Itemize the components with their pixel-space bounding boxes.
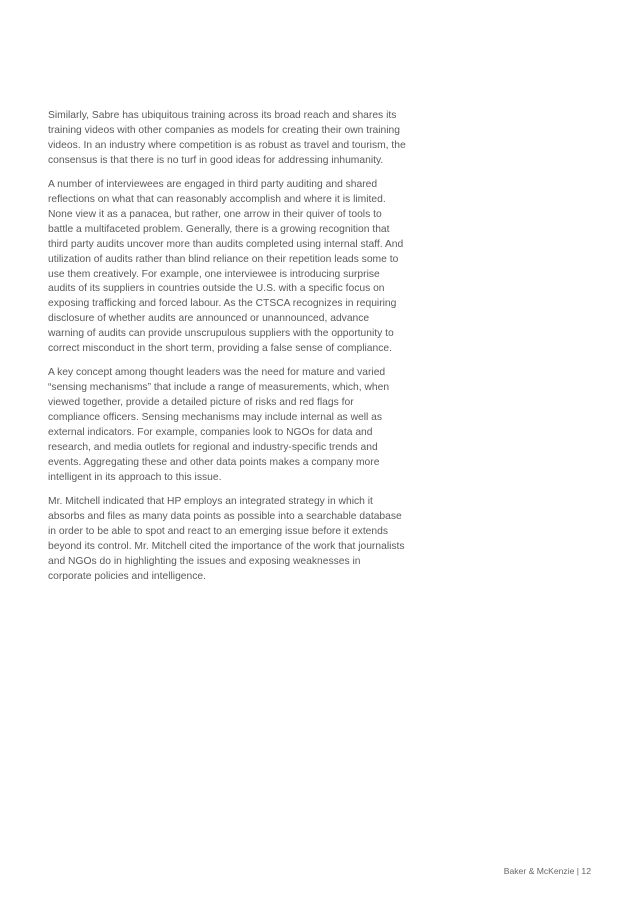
page-footer: Baker & McKenzie | 12	[503, 866, 591, 876]
paragraph-sensing-mechanisms: A key concept among thought leaders was the need for mature and varied “sensing mechanisms” that include a range of measurements, which, when viewed together, provide a detailed picture of risks and red flags for compliance officers. Sensing mechanisms may include internal as well as external indicators. For example, companies look to NGOs for data and research, and media outlets for regional and industry-specific trends and events. Aggregating these and other data points makes a company more intelligent in its approach to this issue.	[48, 367, 390, 483]
paragraph-sabre-training: Similarly, Sabre has ubiquitous training across its broad reach and shares its training videos with other companies as models for creating their own training videos. In an industry where competition is as robust as travel and tourism, the consensus is that there is no turf in good ideas for addressing inhumanity.	[48, 110, 406, 166]
paragraph-hp-strategy: Mr. Mitchell indicated that HP employs an integrated strategy in which it absorbs and files as many data points as possible into a searchable database in order to be able to spot and react to an emerging issue before it extends beyond its control. Mr. Mitchell cited the importance of the work that journalists and NGOs do in highlighting the issues and exposing weaknesses in corporate policies and intelligence.	[48, 495, 405, 582]
paragraph-third-party-auditing: A number of interviewees are engaged in third party auditing and shared reflections on what that can reasonably accomplish and where it is limited. None view it as a panacea, but rather, one arrow in their quiver of tools to battle a multifaceted problem. Generally, there is a growing recognition that third party audits uncover more than audits completed using internal staff. And utilization of audits rather than blind reliance on their repetition leads some to use them creatively. For example, one interviewee is introducing surprise audits of its suppliers in countries outside the U.S. with a specific focus on exposing trafficking and forced labour. As the CTSCA recognizes in requiring disclosure of whether audits are announced or unannounced, advance warning of audits can provide unscrupulous suppliers with the opportunity to correct misconduct in the short term, providing a false sense of compliance.	[48, 178, 404, 355]
body-text	[48, 109, 406, 594]
